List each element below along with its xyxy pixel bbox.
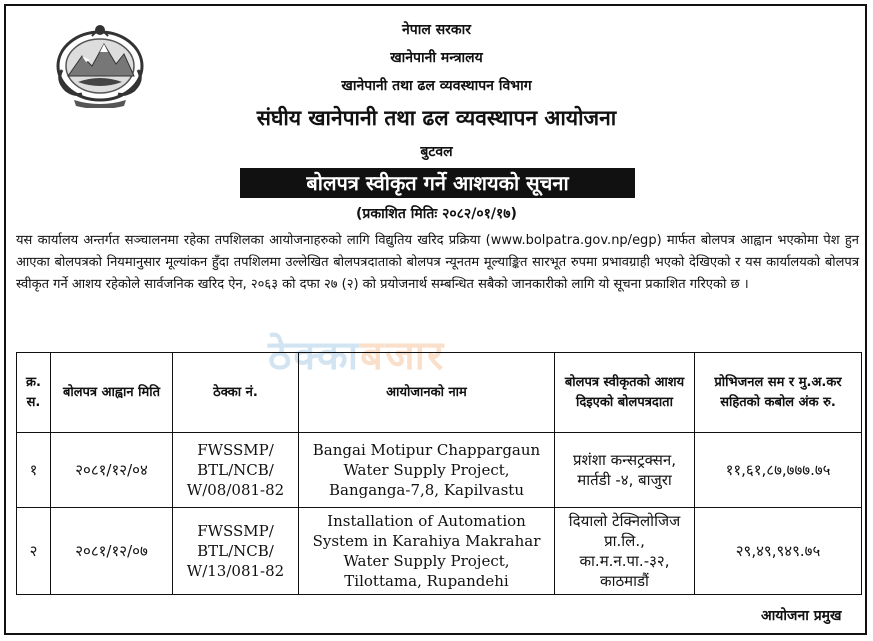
header-amount: प्रोभिजनल सम र मु.अ.कर सहितको कबोल अंक रु. bbox=[695, 353, 862, 433]
cell-project: Bangai Motipur Chappargaun Water Supply Project, Banganga-7,8, Kapilvastu bbox=[299, 433, 555, 508]
table-row bbox=[17, 433, 862, 508]
watermark-part1: ठेक्का bbox=[268, 333, 361, 379]
published-date: (प्रकाशित मितिः २०८२/०१/१७) bbox=[356, 206, 517, 222]
table-row bbox=[17, 508, 862, 595]
cell-sn: २ bbox=[17, 508, 51, 595]
notice-body-text: यस कार्यालय अन्तर्गत सञ्चालनमा रहेका तपशिलका आयोजनाहरुको लागि विद्युतिय खरिद प्रक्रिया (www.bolpatra.gov.np/egp) मार्फत बोलपत्र आह्वान भएकोमा पेश हुन आएका बोलपत्रको नियमानुसार मूल्यांकन हुँदा तपशिलमा उल्लेखित बोलपत्रदाताको बोलपत्र न्यूनतम मूल्याङ्कित सारभूत रुपमा प्रभावग्राही भएको देखिएको र यस कार्यालयको बोलपत्र स्वीकृत गर्ने आशय रहेकोले सार्वजनिक खरिद ऐन, २०६३ को दफा २७ (२) को प्रयोजनार्थ सम्बन्धित सबैको जानकारीको लागि यो सूचना प्रकाशित गरिएको छ । bbox=[16, 233, 859, 292]
ministry-name: खानेपानी मन्त्रालय bbox=[390, 50, 483, 66]
header-project: आयोजानको नाम bbox=[299, 353, 555, 433]
cell-amount: ११,६१,८७,७७७.७५ bbox=[695, 433, 862, 508]
header-bidder: बोलपत्र स्वीकृतको आशय दिइएको बोलपत्रदाता bbox=[555, 353, 695, 433]
department-name: खानेपानी तथा ढल व्यवस्थापन विभाग bbox=[341, 78, 532, 94]
notice-title: बोलपत्र स्वीकृत गर्ने आशयको सूचना bbox=[240, 168, 635, 198]
header-date: बोलपत्र आह्वान मिति bbox=[51, 353, 173, 433]
cell-project: Installation of Automation System in Karahiya Makrahar Water Supply Project, Tilottama, Rupandehi bbox=[299, 508, 555, 595]
cell-sn: १ bbox=[17, 433, 51, 508]
cell-date: २०८१/१२/०७ bbox=[51, 508, 173, 595]
project-office-name: संघीय खानेपानी तथा ढल व्यवस्थापन आयोजना bbox=[256, 106, 617, 130]
header-sn: क्र. स. bbox=[17, 353, 51, 433]
cell-date: २०८१/१२/०४ bbox=[51, 433, 173, 508]
office-location: बुटवल bbox=[420, 144, 453, 160]
table-header-row bbox=[17, 353, 862, 433]
cell-contract: FWSSMP/ BTL/NCB/ W/08/081-82 bbox=[173, 433, 299, 508]
cell-contract: FWSSMP/ BTL/NCB/ W/13/081-82 bbox=[173, 508, 299, 595]
header-contract: ठेक्का नं. bbox=[173, 353, 299, 433]
government-name: नेपाल सरकार bbox=[401, 22, 471, 38]
cell-bidder: दियालो टेक्निलोजिज प्रा.लि., का.म.न.पा.-३२, काठमाडौं bbox=[555, 508, 695, 595]
cell-amount: २९,४९,९४९.७५ bbox=[695, 508, 862, 595]
cell-bidder: प्रशंशा कन्सट्रक्सन, मार्तडी -४, बाजुरा bbox=[555, 433, 695, 508]
award-table bbox=[16, 352, 862, 595]
watermark-part2: बजार bbox=[360, 333, 446, 379]
signatory-title: आयोजना प्रमुख bbox=[761, 608, 842, 624]
